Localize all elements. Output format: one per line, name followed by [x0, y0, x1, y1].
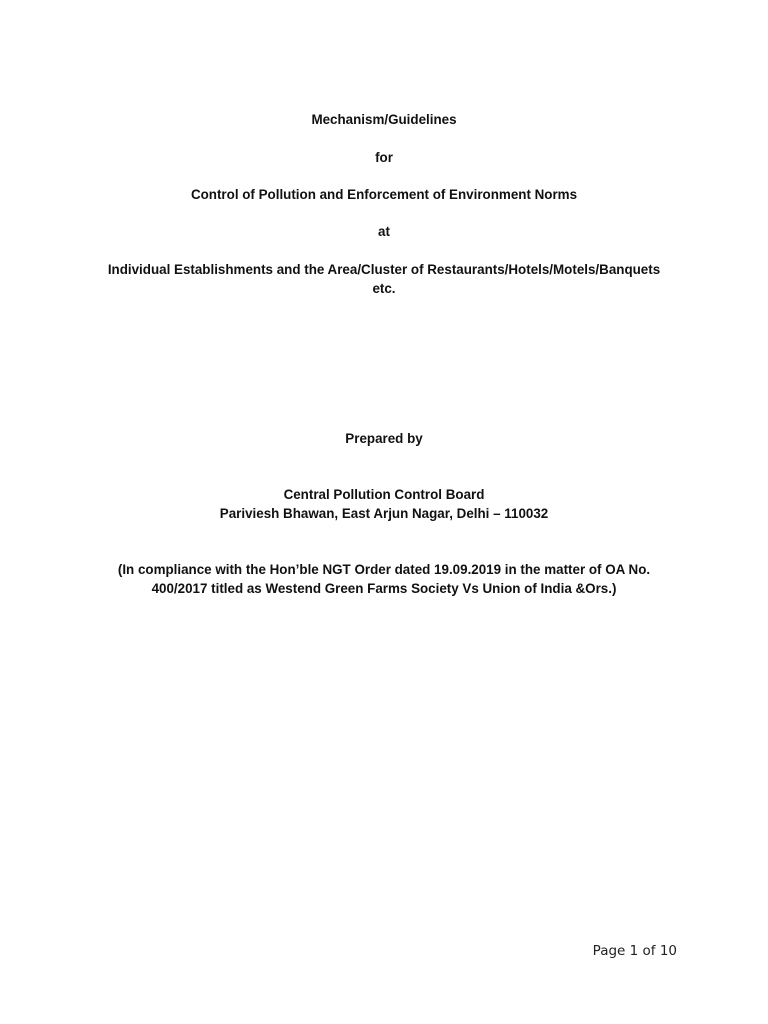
- org-address: Pariviesh Bhawan, East Arjun Nagar, Delhi – 110032: [219, 506, 549, 521]
- prepared-by-label: Prepared by: [345, 431, 423, 446]
- title-control-of-pollution: Control of Pollution and Enforcement of Environment Norms: [190, 187, 578, 202]
- org-name: Central Pollution Control Board: [283, 487, 485, 502]
- title-at: at: [378, 224, 390, 239]
- page-number: Page 1 of 10: [592, 943, 677, 959]
- compliance-line-2: 400/2017 titled as Westend Green Farms Society Vs Union of India &Ors.): [151, 581, 617, 596]
- title-mechanism: Mechanism/Guidelines: [311, 112, 457, 127]
- title-establishments: Individual Establishments and the Area/Cluster of Restaurants/Hotels/Motels/Banquets: [107, 262, 661, 277]
- title-etc: etc.: [372, 281, 396, 296]
- compliance-line-1: (In compliance with the Hon’ble NGT Order dated 19.09.2019 in the matter of OA No.: [117, 562, 651, 577]
- title-for: for: [375, 150, 393, 165]
